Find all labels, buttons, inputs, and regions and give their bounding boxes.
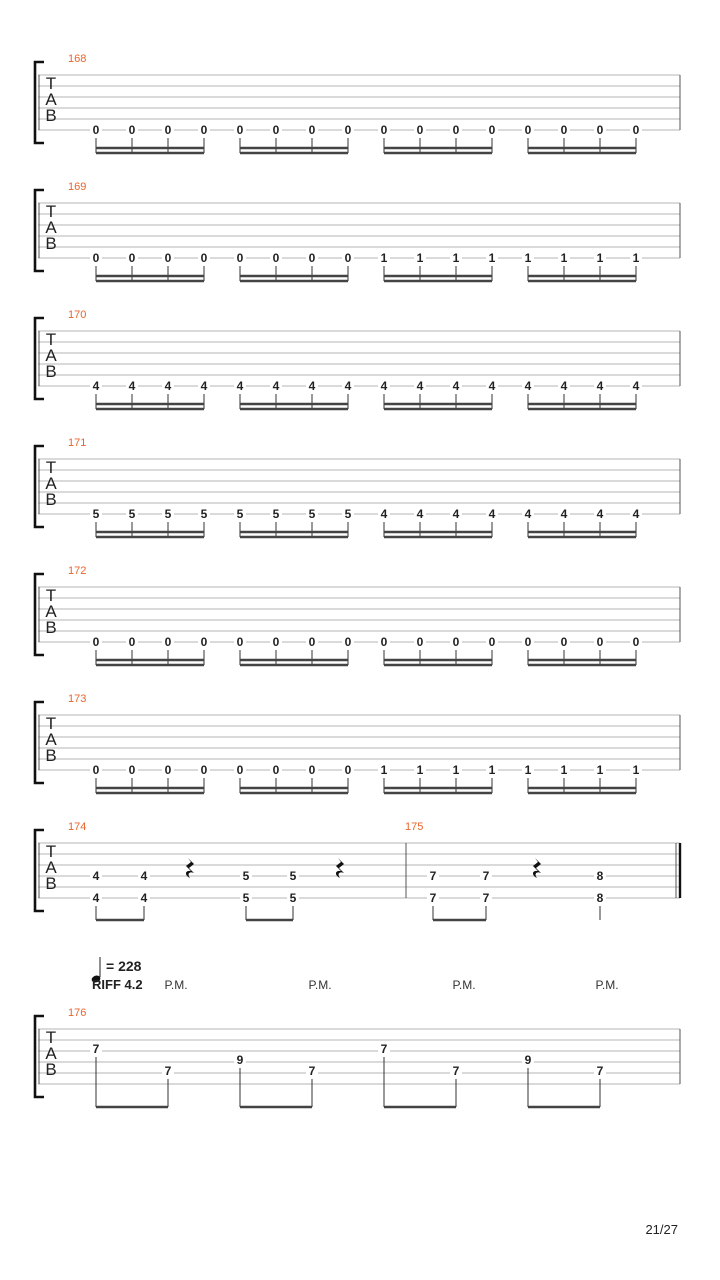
tab-clef-letter: B [45,874,57,893]
fret-number: 0 [200,251,208,265]
fret-number: 0 [560,123,568,137]
fret-number: 1 [596,251,604,265]
tab-clef-letter: T [45,74,57,93]
tempo-marking: = 228 [106,958,142,974]
measure-number: 170 [68,309,87,321]
fret-number: 0 [416,123,424,137]
fret-number: 0 [128,763,136,777]
tab-system [35,957,680,1107]
tab-clef-letter: A [45,90,57,109]
tab-clef-letter: A [45,1044,57,1063]
fret-number: 0 [344,763,352,777]
fret-number: 7 [452,1064,460,1078]
fret-number: 1 [416,763,424,777]
tab-clef-letter: T [45,330,57,349]
tab-system [35,437,680,537]
fret-number: 0 [344,123,352,137]
tab-clef-letter: B [45,490,57,509]
fret-number: 0 [92,763,100,777]
measure-number: 172 [68,565,87,577]
fret-number: 7 [429,869,437,883]
tab-clef-letter: T [45,842,57,861]
fret-number: 4 [488,507,496,521]
fret-number: 1 [380,763,388,777]
tab-clef-letter: A [45,602,57,621]
tab-system [35,565,680,665]
section-label: RIFF 4.2 [92,977,143,992]
fret-number: 0 [272,763,280,777]
tab-system [35,821,680,920]
fret-number: 4 [140,869,148,883]
fret-number: 0 [488,123,496,137]
fret-number: 4 [632,379,640,393]
tab-clef-letter: B [45,1060,57,1079]
tab-clef-letter: T [45,714,57,733]
fret-number: 8 [596,891,604,905]
fret-number: 5 [236,507,244,521]
fret-number: 0 [632,123,640,137]
tab-clef-letter: B [45,362,57,381]
fret-number: 0 [596,635,604,649]
fret-number: 4 [452,507,460,521]
fret-number: 0 [236,635,244,649]
fret-number: 5 [164,507,172,521]
fret-number: 4 [308,379,316,393]
fret-number: 4 [596,379,604,393]
tab-clef-letter: T [45,458,57,477]
palm-mute-label: P.M. [452,978,476,992]
fret-number: 5 [200,507,208,521]
tab-clef-letter: A [45,858,57,877]
fret-number: 7 [482,869,490,883]
fret-number: 1 [416,251,424,265]
fret-number: 0 [560,635,568,649]
fret-number: 0 [272,123,280,137]
fret-number: 4 [560,507,568,521]
fret-number: 1 [632,763,640,777]
fret-number: 9 [524,1053,532,1067]
fret-number: 5 [92,507,100,521]
fret-number: 0 [524,123,532,137]
palm-mute-label: P.M. [308,978,332,992]
fret-number: 4 [380,507,388,521]
fret-number: 4 [488,379,496,393]
tab-system [35,693,680,793]
tab-system [35,53,680,153]
fret-number: 0 [164,123,172,137]
fret-number: 0 [380,123,388,137]
fret-number: 1 [560,251,568,265]
fret-number: 4 [560,379,568,393]
fret-number: 0 [380,635,388,649]
fret-number: 7 [308,1064,316,1078]
page-number: 21/27 [645,1222,678,1237]
fret-number: 0 [272,251,280,265]
fret-number: 7 [92,1042,100,1056]
fret-number: 1 [560,763,568,777]
fret-number: 0 [164,635,172,649]
fret-number: 0 [164,763,172,777]
tab-clef-letter: A [45,474,57,493]
fret-number: 0 [200,123,208,137]
fret-number: 7 [164,1064,172,1078]
fret-number: 5 [308,507,316,521]
tab-system [35,309,680,409]
fret-number: 4 [524,379,532,393]
fret-number: 0 [164,251,172,265]
fret-number: 1 [452,763,460,777]
fret-number: 0 [128,123,136,137]
fret-number: 1 [452,251,460,265]
fret-number: 0 [452,123,460,137]
measure-number: 169 [68,181,87,193]
fret-number: 5 [344,507,352,521]
fret-number: 4 [200,379,208,393]
tab-clef-letter: B [45,234,57,253]
fret-number: 1 [632,251,640,265]
measure-number: 176 [68,1007,87,1019]
tab-clef-letter: T [45,1028,57,1047]
fret-number: 5 [289,869,297,883]
fret-number: 4 [236,379,244,393]
fret-number: 0 [452,635,460,649]
fret-number: 0 [236,123,244,137]
fret-number: 0 [524,635,532,649]
fret-number: 0 [92,251,100,265]
fret-number: 0 [308,123,316,137]
tab-clef-letter: A [45,218,57,237]
fret-number: 7 [596,1064,604,1078]
fret-number: 4 [140,891,148,905]
quarter-rest [186,858,194,878]
fret-number: 7 [380,1042,388,1056]
tab-clef-letter: A [45,730,57,749]
fret-number: 4 [92,869,100,883]
fret-number: 0 [308,635,316,649]
fret-number: 4 [524,507,532,521]
tab-clef-letter: B [45,618,57,637]
fret-number: 0 [236,251,244,265]
fret-number: 0 [200,763,208,777]
fret-number: 0 [344,251,352,265]
tab-clef-letter: A [45,346,57,365]
fret-number: 4 [92,379,100,393]
quarter-rest [336,858,344,878]
fret-number: 5 [272,507,280,521]
tab-clef-letter: T [45,586,57,605]
fret-number: 1 [488,251,496,265]
measure-number: 171 [68,437,87,449]
fret-number: 4 [452,379,460,393]
fret-number: 5 [242,891,250,905]
tab-clef-letter: B [45,106,57,125]
fret-number: 5 [289,891,297,905]
fret-number: 0 [128,635,136,649]
measure-number: 175 [405,821,424,833]
fret-number: 0 [92,635,100,649]
fret-number: 4 [380,379,388,393]
tab-system [35,181,680,281]
fret-number: 4 [164,379,172,393]
palm-mute-label: P.M. [595,978,619,992]
fret-number: 0 [596,123,604,137]
fret-number: 0 [92,123,100,137]
systems-layer [35,53,680,1107]
fret-number: 0 [488,635,496,649]
fret-number: 8 [596,869,604,883]
measure-number: 173 [68,693,87,705]
fret-number: 4 [92,891,100,905]
fret-number: 4 [344,379,352,393]
fret-number: 9 [236,1053,244,1067]
fret-number: 1 [380,251,388,265]
fret-number: 7 [482,891,490,905]
fret-number: 1 [488,763,496,777]
fret-number: 5 [242,869,250,883]
fret-number: 7 [429,891,437,905]
fret-number: 0 [308,763,316,777]
fret-number: 1 [596,763,604,777]
fret-number: 4 [632,507,640,521]
fret-number: 1 [524,251,532,265]
measure-number: 174 [68,821,87,833]
fret-number: 0 [308,251,316,265]
quarter-rest [533,858,541,878]
fret-number: 0 [344,635,352,649]
measure-number: 168 [68,53,87,65]
fret-number: 0 [272,635,280,649]
fret-number: 0 [632,635,640,649]
fret-number: 0 [416,635,424,649]
palm-mute-label: P.M. [164,978,188,992]
fret-number: 5 [128,507,136,521]
fret-number: 4 [128,379,136,393]
fret-number: 0 [200,635,208,649]
fret-number: 4 [416,507,424,521]
tab-clef-letter: B [45,746,57,765]
fret-number: 4 [596,507,604,521]
tab-clef-letter: T [45,202,57,221]
fret-number: 0 [236,763,244,777]
fret-number: 4 [272,379,280,393]
fret-number: 0 [128,251,136,265]
fret-number: 1 [524,763,532,777]
fret-number: 4 [416,379,424,393]
